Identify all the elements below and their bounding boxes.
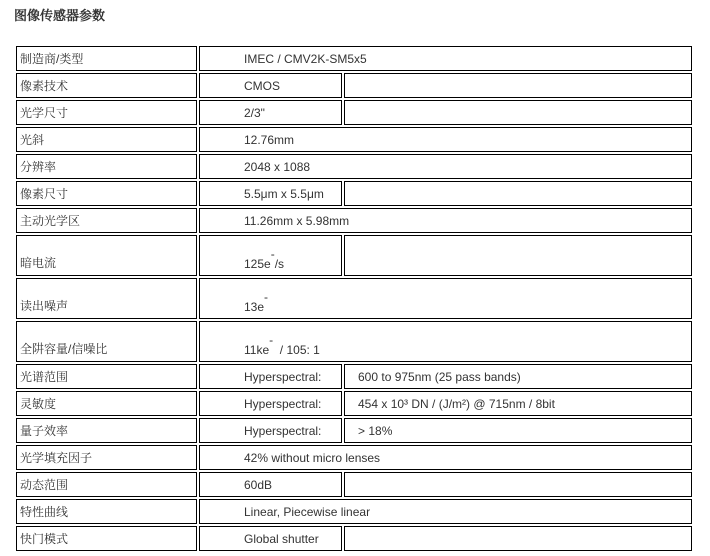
- table-row: [16, 445, 692, 470]
- row-value: Hyperspectral:: [199, 418, 342, 443]
- row-extra: [344, 472, 692, 497]
- row-label: 灵敏度: [16, 391, 197, 416]
- row-value: 2/3": [199, 100, 342, 125]
- table-row: [16, 391, 692, 416]
- row-label: 特性曲线: [16, 499, 197, 524]
- table-row: [16, 154, 692, 179]
- row-extra: 600 to 975nm (25 pass bands): [344, 364, 692, 389]
- row-label: 快门模式: [16, 526, 197, 551]
- row-value: Global shutter: [199, 526, 342, 551]
- table-row: [16, 364, 692, 389]
- row-label: 光斜: [16, 127, 197, 152]
- row-label: 暗电流: [16, 235, 197, 276]
- row-value: IMEC / CMV2K-SM5x5: [199, 46, 692, 71]
- page-title: 图像传感器参数: [14, 8, 106, 23]
- value-superscript: -: [264, 290, 269, 304]
- value-base: 11ke: [244, 343, 270, 357]
- value-base: 13e: [244, 300, 265, 314]
- row-value: 5.5μm x 5.5μm: [199, 181, 342, 206]
- row-extra: [344, 100, 692, 125]
- row-label: 像素尺寸: [16, 181, 197, 206]
- table-row: [16, 321, 692, 362]
- row-value: 60dB: [199, 472, 342, 497]
- row-extra: > 18%: [344, 418, 692, 443]
- row-label: 制造商/类型: [16, 46, 197, 71]
- row-extra: [344, 181, 692, 206]
- row-label: 光学尺寸: [16, 100, 197, 125]
- row-value: 11.26mm x 5.98mm: [199, 208, 692, 233]
- value-superscript: -: [270, 247, 275, 261]
- row-extra: [344, 526, 692, 551]
- row-value: Hyperspectral:: [199, 364, 342, 389]
- row-value: 12.76mm: [199, 127, 692, 152]
- row-label: 主动光学区: [16, 208, 197, 233]
- row-value: [199, 278, 692, 319]
- row-extra: 454 x 10³ DN / (J/m²) @ 715nm / 8bit: [344, 391, 692, 416]
- row-label: 分辨率: [16, 154, 197, 179]
- table-row: [16, 526, 692, 551]
- row-value: [199, 235, 342, 276]
- table-row: [16, 46, 692, 71]
- table-row: [16, 472, 692, 497]
- value-suffix: /s: [274, 257, 285, 271]
- row-value: 42% without micro lenses: [199, 445, 692, 470]
- row-label: 全阱容量/信噪比: [16, 321, 197, 362]
- value-suffix: / 105: 1: [273, 343, 320, 357]
- row-extra: [344, 73, 692, 98]
- row-value: 2048 x 1088: [199, 154, 692, 179]
- row-label: 读出噪声: [16, 278, 197, 319]
- row-value: Hyperspectral:: [199, 391, 342, 416]
- value-superscript: -: [269, 333, 274, 347]
- row-label: 光学填充因子: [16, 445, 197, 470]
- row-value: Linear, Piecewise linear: [199, 499, 692, 524]
- table-row: [16, 499, 692, 524]
- row-label: 像素技术: [16, 73, 197, 98]
- row-label: 光谱范围: [16, 364, 197, 389]
- table-row: [16, 100, 692, 125]
- row-label: 量子效率: [16, 418, 197, 443]
- table-row: [16, 127, 692, 152]
- table-row: [16, 235, 692, 276]
- table-row: [16, 208, 692, 233]
- row-label: 动态范围: [16, 472, 197, 497]
- table-row: [16, 278, 692, 319]
- table-row: [16, 73, 692, 98]
- table-row: [16, 181, 692, 206]
- table-row: [16, 418, 692, 443]
- spec-table: [14, 44, 694, 553]
- row-extra: [344, 235, 692, 276]
- row-value: CMOS: [199, 73, 342, 98]
- value-base: 125e: [244, 257, 271, 271]
- row-value: [199, 321, 692, 362]
